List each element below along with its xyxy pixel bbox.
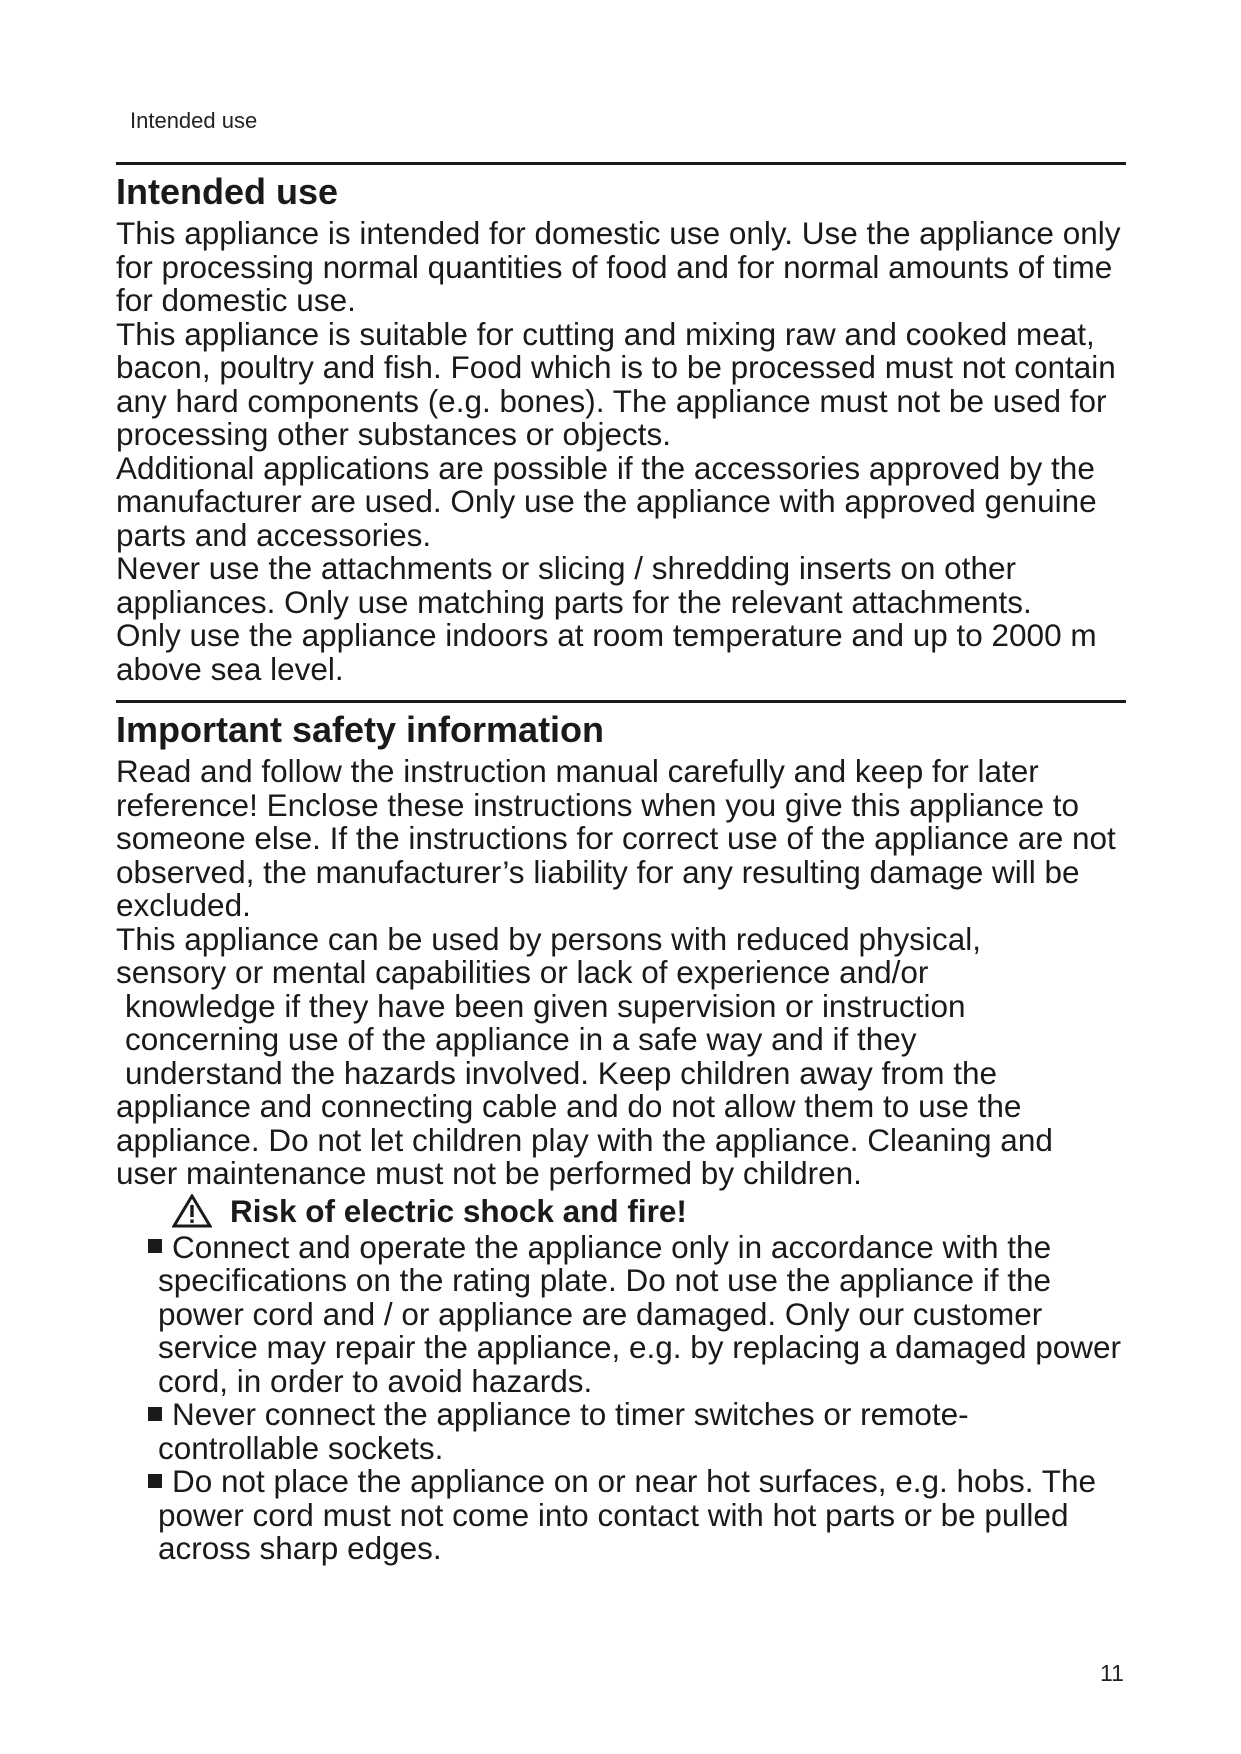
list-item-text: Do not place the appliance on or near hot surfaces, e.g. hobs. The power cord must not come into contact with hot parts or be pulled across sharp edges.: [158, 1463, 1097, 1566]
safety-section: [116, 700, 1126, 1566]
paragraph: Only use the appliance indoors at room temperature and up to 2000 m above sea level.: [116, 617, 1097, 687]
page-number: 11: [1100, 1660, 1124, 1686]
list-item: [148, 1465, 1126, 1566]
warning-heading: [172, 1193, 1126, 1229]
list-item-text: Connect and operate the appliance only in accordance with the specifications on the rating plate. Do not use the appliance if the power cord and / or appliance are damaged. Only our customer service may repair the appliance, e.g. by replacing a damaged power cord, in order to avoid hazards.: [158, 1228, 1122, 1399]
section-title: Important safety information: [116, 709, 605, 750]
bullet-square-icon: [148, 1474, 162, 1488]
warning-list: [116, 1228, 1126, 1566]
bullet-square-icon: [148, 1239, 162, 1253]
paragraph-line: This appliance can be used by persons with reduced physical,: [116, 920, 982, 957]
section-divider: [116, 700, 1126, 703]
paragraph-line: user maintenance must not be performed by children.: [116, 1155, 862, 1191]
warning-title: Risk of electric shock and fire!: [230, 1192, 687, 1229]
paragraph-line: sensory or mental capabilities or lack of experience and/or: [116, 954, 929, 990]
list-item: [148, 1398, 1126, 1465]
intended-use-section: [116, 162, 1126, 686]
list-item-text: Never connect the appliance to timer switches or remote-controllable sockets.: [158, 1396, 969, 1466]
section-title: Intended use: [116, 171, 339, 212]
bullet-square-icon: [148, 1407, 162, 1421]
paragraph: This appliance is suitable for cutting and mixing raw and cooked meat, bacon, poultry and fish. Food which is to be processed must not contain any hard components (e.g. bones). The appliance must not be used for processing other substances or objects.: [116, 315, 1116, 452]
paragraph-line: knowledge if they have been given supervision or instruction: [125, 987, 966, 1024]
paragraph: [116, 920, 1126, 1191]
paragraph-line: appliance and connecting cable and do not allow them to use the: [116, 1088, 1022, 1124]
paragraph-line: understand the hazards involved. Keep children away from the: [125, 1054, 998, 1091]
warning-triangle-icon: [172, 1194, 212, 1228]
paragraph: Read and follow the instruction manual carefully and keep for later reference! Enclose these instructions when you give this appliance to someone else. If the instructions for correct use of the appliance are not observed, the manufacturer’s liability for any resulting damage will be excluded.: [116, 753, 1116, 923]
list-item: [148, 1228, 1126, 1399]
paragraph: Never use the attachments or slicing / shredding inserts on other appliances. Only use matching parts for the relevant attachments.: [116, 550, 1032, 620]
paragraph-line: appliance. Do not let children play with the appliance. Cleaning and: [116, 1121, 1053, 1158]
paragraph-line: concerning use of the appliance in a safe way and if they: [125, 1021, 917, 1057]
paragraph: This appliance is intended for domestic use only. Use the appliance only for processing normal quantities of food and for normal amounts of time for domestic use.: [116, 215, 1121, 318]
section-divider: [116, 162, 1126, 165]
running-header: Intended use: [130, 108, 258, 133]
paragraph: Additional applications are possible if the accessories approved by the manufacturer are used. Only use the appliance with approved genuine parts and accessories.: [116, 449, 1097, 553]
